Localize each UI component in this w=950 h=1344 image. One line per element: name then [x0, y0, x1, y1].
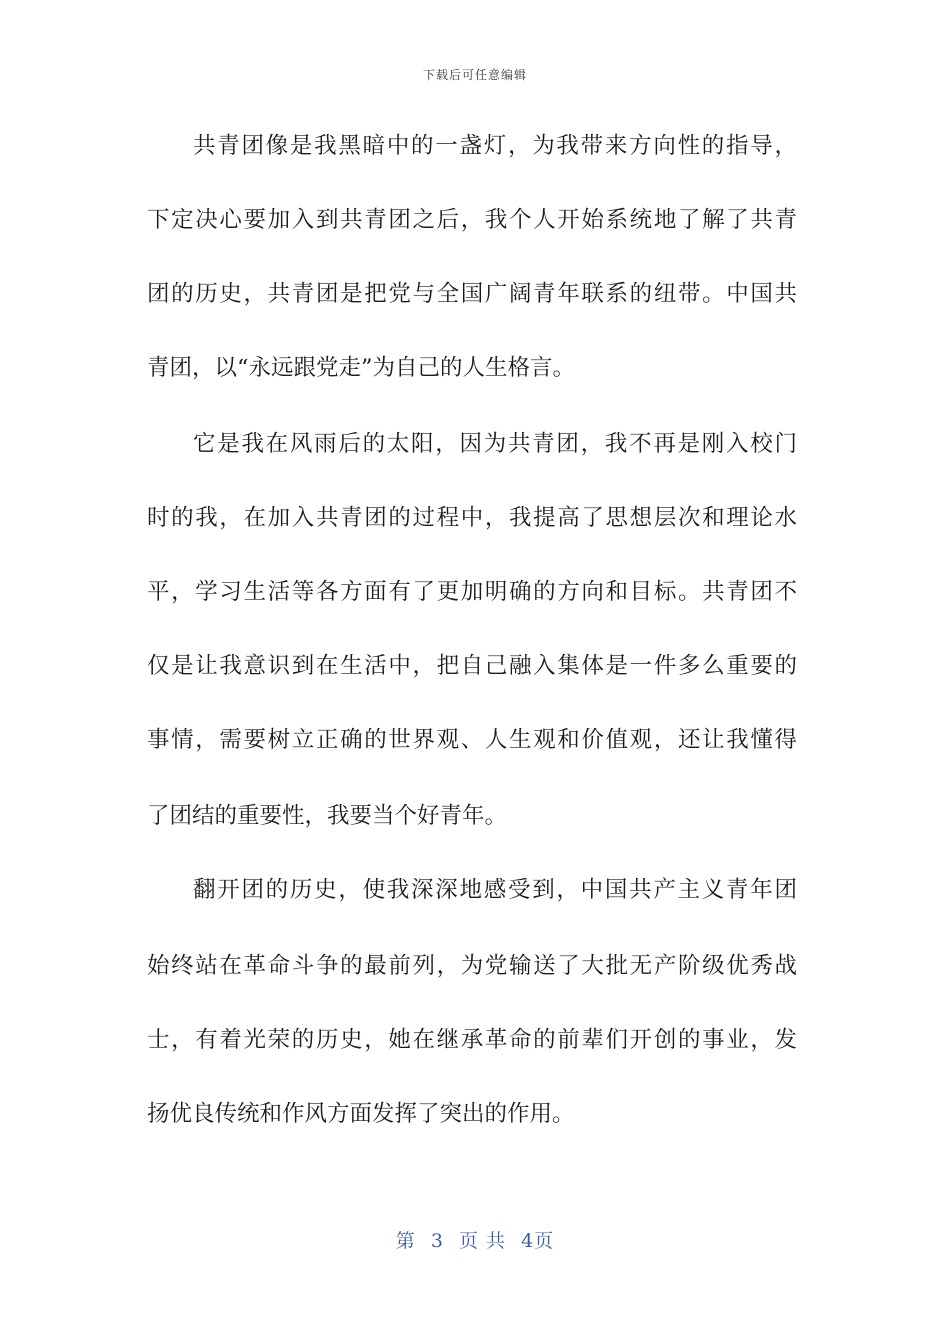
paragraph-1-line-3: 团的历史，共青团是把党与全国广阔青年联系的纽带。中国共 [147, 281, 797, 307]
paragraph-1-line-4: 青团，以“永远跟党走”为自己的人生格言。 [147, 355, 576, 381]
paragraph-3-line-3: 士，有着光荣的历史，她在继承革命的前辈们开创的事业，发 [147, 1027, 797, 1053]
paragraph-2-line-4: 仅是让我意识到在生活中，把自己融入集体是一件多么重要的 [147, 653, 797, 679]
page-header-note: 下载后可任意编辑 [422, 68, 527, 82]
footer-prefix: 第 [395, 1230, 416, 1252]
footer-middle: 页 共 [459, 1230, 507, 1252]
footer-total-pages: 4页 [521, 1230, 555, 1252]
paragraph-2-line-3: 平，学习生活等各方面有了更加明确的方向和目标。共青团不 [147, 579, 797, 605]
footer-current-page: 3 [430, 1230, 444, 1252]
paragraph-3-line-1: 翻开团的历史，使我深深地感受到，中国共产主义青年团 [193, 877, 797, 903]
paragraph-2-line-2: 时的我，在加入共青团的过程中，我提高了思想层次和理论水 [147, 505, 797, 531]
paragraph-2-line-6: 了团结的重要性，我要当个好青年。 [147, 803, 508, 829]
paragraph-3-line-4: 扬优良传统和作风方面发挥了突出的作用。 [147, 1101, 575, 1127]
paragraph-2-line-5: 事情，需要树立正确的世界观、人生观和价值观，还让我懂得 [147, 727, 797, 753]
page-number-footer [0, 1226, 950, 1253]
paragraph-1-line-2: 下定决心要加入到共青团之后，我个人开始系统地了解了共青 [147, 207, 797, 233]
paragraph-3-line-2: 始终站在革命斗争的最前列，为党输送了大批无产阶级优秀战 [147, 953, 797, 979]
paragraph-2-line-1: 它是我在风雨后的太阳，因为共青团，我不再是刚入校门 [193, 431, 797, 457]
paragraph-1-line-1: 共青团像是我黑暗中的一盏灯，为我带来方向性的指导， [193, 133, 797, 159]
